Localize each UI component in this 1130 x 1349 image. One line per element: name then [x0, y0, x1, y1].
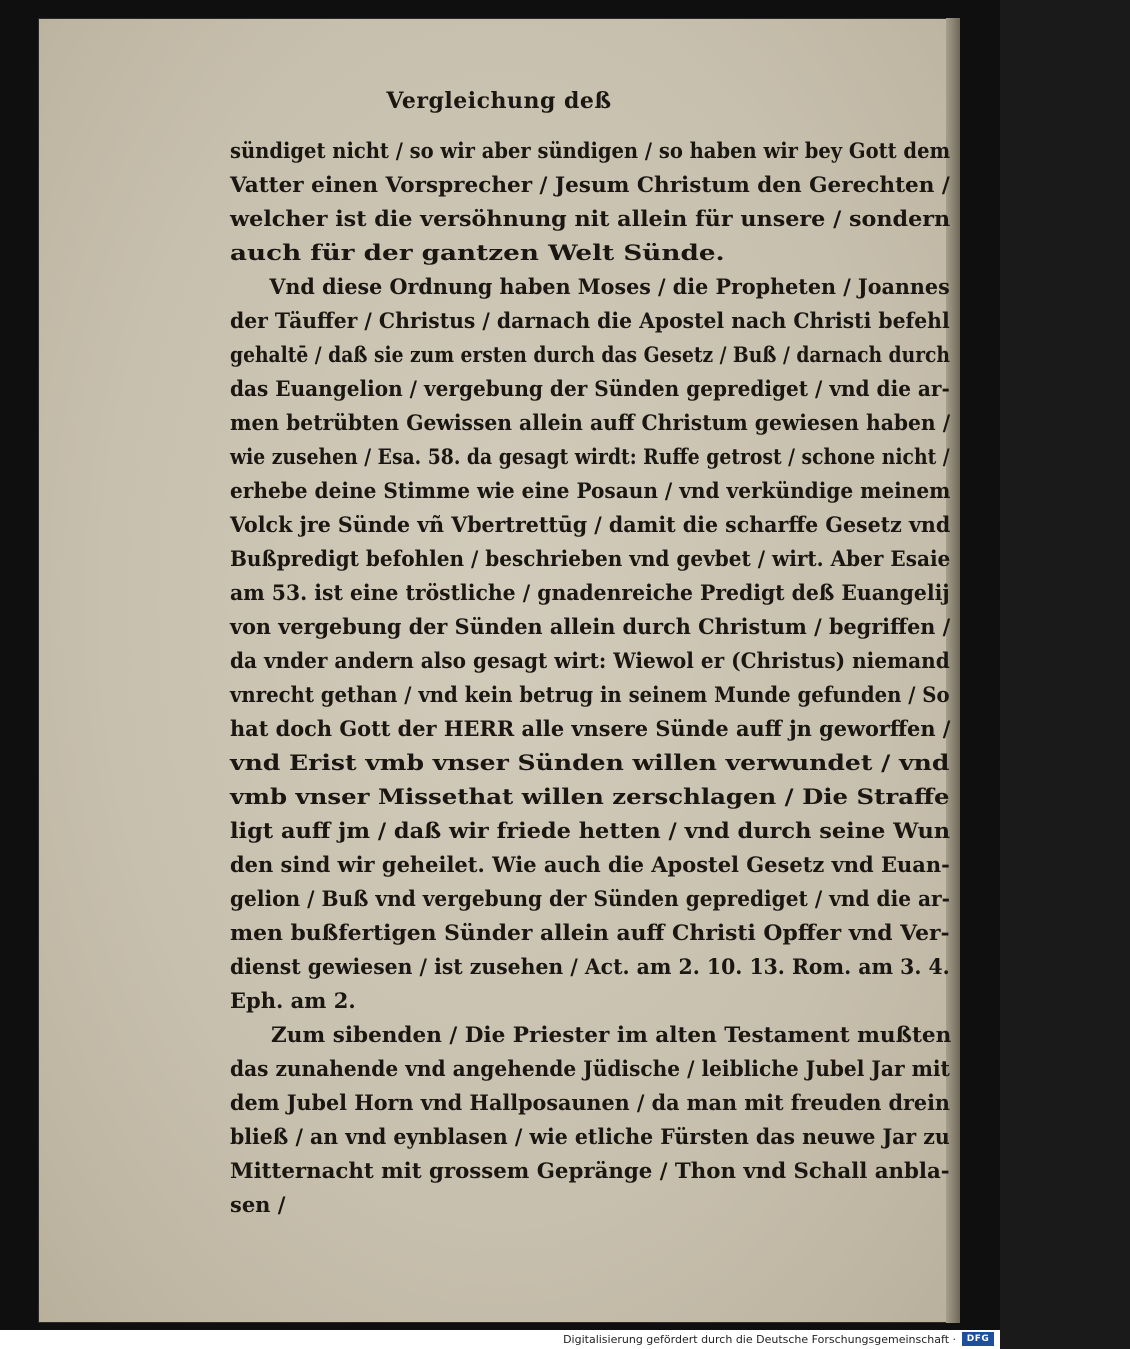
text-line: ligt auff jm / daß wir friede hetten / vnd durch seine Wun: [230, 818, 951, 843]
text-line: das zunahende vnd angehende Jüdische / leibliche Jubel Jar mit: [230, 1056, 950, 1081]
text-line: gehaltē / daß sie zum ersten durch das Gesetz / Buß / darnach durch: [230, 342, 951, 367]
text-line: welcher ist die versöhnung nit allein für unsere / sondern: [230, 206, 951, 231]
book-page: [38, 18, 960, 1323]
text-line: Volck jre Sünde vñ Vbertrettūg / damit die scharffe Gesetz vnd: [230, 512, 951, 537]
text-line: Vnd diese Ordnung haben Moses / die Propheten / Joannes: [269, 274, 950, 299]
text-line: wie zusehen / Esa. 58. da gesagt wirdt: Ruffe getrost / schone nicht /: [230, 444, 950, 469]
text-line: sündiget nicht / so wir aber sündigen / so haben wir bey Gott dem: [230, 138, 951, 163]
text-line: vmb vnser Missethat willen zerschlagen / Die Straffe: [230, 784, 950, 809]
text-line: vnd Erist vmb vnser Sünden willen verwundet / vnd: [230, 750, 950, 775]
text-line: bließ / an vnd eynblasen / wie etliche Fürsten das neuwe Jar zu: [230, 1124, 950, 1149]
text-line: das Euangelion / vergebung der Sünden geprediget / vnd die ar-: [230, 376, 950, 401]
text-line: Mitternacht mit grossem Gepränge / Thon vnd Schall anbla-: [230, 1158, 950, 1183]
text-line: am 53. ist eine tröstliche / gnadenreiche Predigt deß Euangelij: [230, 580, 950, 605]
text-line: dem Jubel Horn vnd Hallposaunen / da man mit freuden drein: [230, 1090, 950, 1115]
body-text: [230, 134, 950, 1222]
text-line: auch für der gantzen Welt Sünde.: [230, 240, 725, 265]
text-line: der Täuffer / Christus / darnach die Apostel nach Christi befehl: [230, 308, 950, 333]
text-line: erhebe deine Stimme wie eine Posaun / vnd verkündige meinem: [230, 478, 951, 503]
text-line: sen /: [230, 1192, 286, 1217]
text-line: hat doch Gott der HERR alle vnsere Sünde auff jn geworffen /: [230, 716, 951, 741]
text-line: gelion / Buß vnd vergebung der Sünden geprediget / vnd die ar-: [230, 886, 950, 911]
text-line: da vnder andern also gesagt wirt: Wiewol er (Christus) niemand: [230, 648, 950, 673]
dfg-logo-icon: DFG: [962, 1332, 994, 1346]
text-line: Eph. am 2.: [230, 988, 356, 1013]
text-line: men betrübten Gewissen allein auff Christum gewiesen haben /: [230, 410, 951, 435]
text-line: den sind wir geheilet. Wie auch die Apostel Gesetz vnd Euan-: [230, 852, 950, 877]
text-line: men bußfertigen Sünder allein auff Christi Opffer vnd Ver-: [230, 920, 950, 945]
text-line: Bußpredigt befohlen / beschrieben vnd gevbet / wirt. Aber Esaie: [230, 546, 951, 571]
footer-bar: [0, 1330, 1000, 1349]
text-line: Zum sibenden / Die Priester im alten Testament mußten: [271, 1022, 952, 1047]
text-line: vnrecht gethan / vnd kein betrug in seinem Munde gefunden / So: [230, 682, 950, 707]
funding-credit: Digitalisierung gefördert durch die Deutsche Forschungsgemeinschaft ·: [563, 1333, 956, 1346]
text-line: von vergebung der Sünden allein durch Christum / begriffen /: [230, 614, 951, 639]
text-line: dienst gewiesen / ist zusehen / Act. am 2. 10. 13. Rom. am 3. 4.: [230, 954, 950, 979]
text-line: Vatter einen Vorsprecher / Jesum Christum den Gerechten /: [230, 172, 950, 197]
running-head: Vergleichung deß: [386, 88, 612, 114]
